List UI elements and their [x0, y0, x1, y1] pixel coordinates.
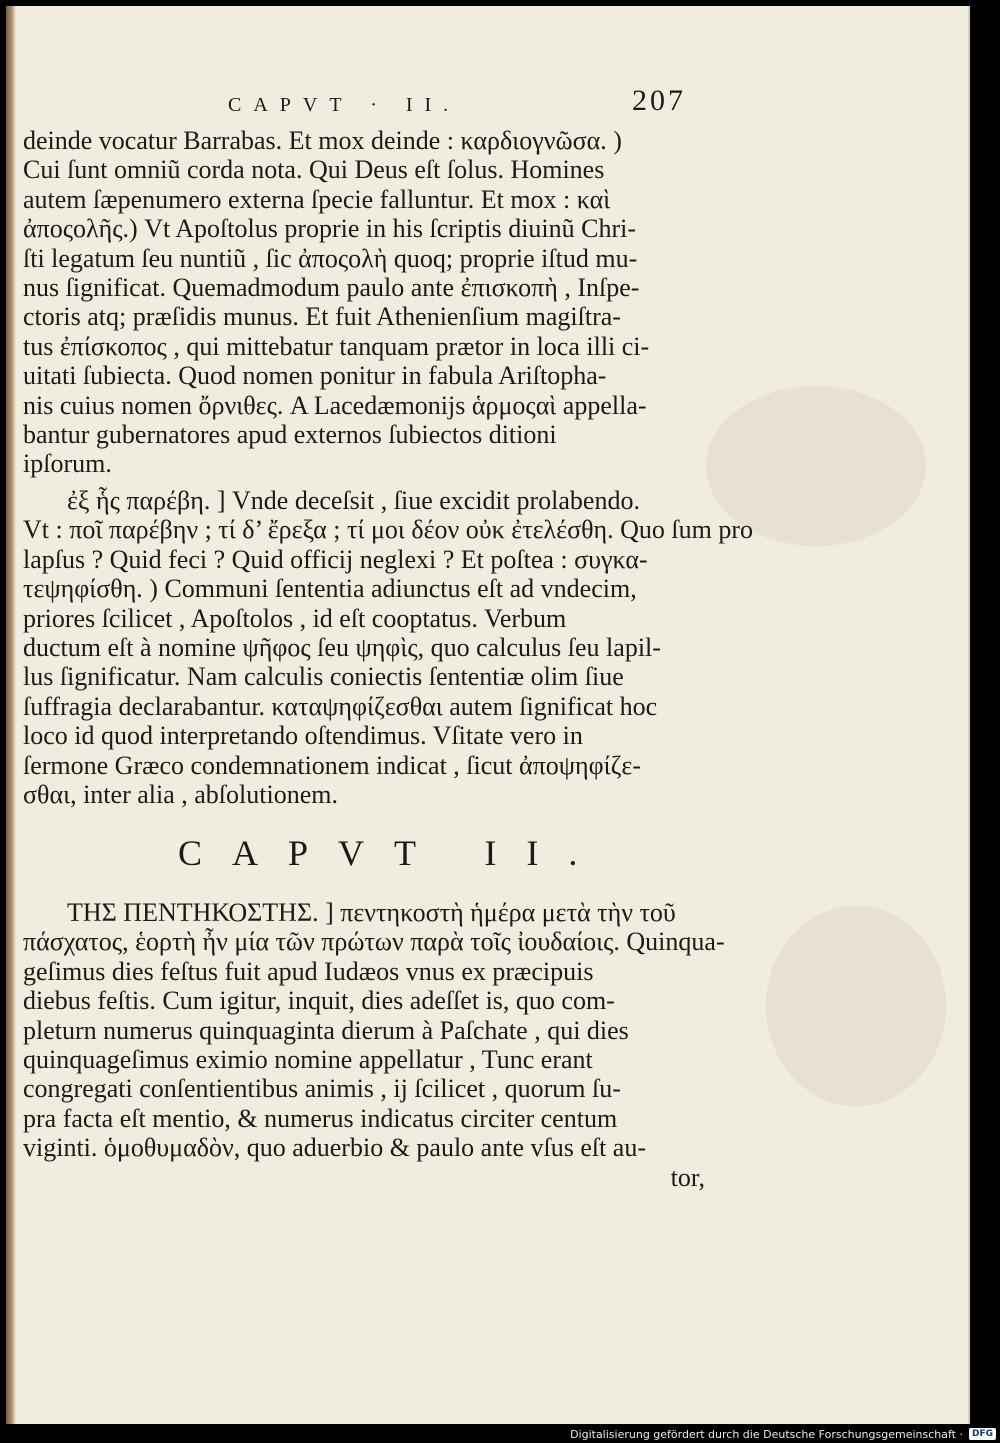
text-line: nus ſignificat. Quemadmodum paulo ante ἐπισκοπὴ , Inſpe-: [23, 273, 640, 303]
text-line: geſimus dies feſtus fuit apud Iudæos vnus ex præcipuis: [23, 956, 594, 986]
funding-credit: Digitalisierung gefördert durch die Deutsche Forschungsgemeinschaft ·: [570, 1427, 963, 1441]
book-page: [6, 6, 970, 1424]
text-line: ſuffragia declarabantur. καταψηφίζεσθαι autem ſignificat hoc: [23, 691, 658, 721]
paragraph-3: [23, 898, 725, 1192]
text-line: ΤΗΣ ΠΕΝΤΗΚΟΣΤΗΣ. ] πεντηκοστὴ ἡμέρα μετὰ τὴν τοῦ: [67, 898, 676, 927]
text-line: quinquageſimus eximio nomine appellatur , Tunc erant: [23, 1045, 593, 1075]
digitization-footer: [560, 1427, 996, 1441]
text-line: lus ſignificatur. Nam calculis coniectis ſententiæ olim ſiue: [23, 662, 624, 692]
text-line: lapſus ? Quid feci ? Quid officij neglexi ? Et poſtea : συγκα-: [23, 544, 648, 574]
text-line: Cui ſunt omniũ corda nota. Qui Deus eſt ſolus. Homines: [23, 155, 605, 185]
text-line: Vt : ποῖ παρέβην ; τί δ’ ἔρεξα ; τί μοι δέον οὐκ ἐτελέσθη. Quo ſum pro: [23, 515, 754, 545]
text-line: diebus feſtis. Cum igitur, inquit, dies adeſſet is, quo com-: [23, 986, 615, 1016]
text-line: deinde vocatur Barrabas. Et mox deinde : καρδιογνῶσα. ): [23, 126, 622, 155]
text-line: σθαι, inter alia , abſolutionem.: [23, 780, 338, 810]
text-line: congregati conſentientibus animis , ij ſcilicet , quorum ſu-: [23, 1074, 621, 1104]
text-line: autem ſæpenumero externa ſpecie falluntur. Et mox : καὶ: [23, 184, 611, 214]
text-line: nis cuius nomen ὄρνιθες. A Lacedæmonijs ἁρμοςαὶ appella-: [23, 390, 647, 420]
text-line: τεψηφίσθη. ) Communi ſententia adiunctus eſt ad vndecim,: [23, 574, 637, 604]
page-binding-edge: [6, 6, 16, 1424]
text-line: ἐξ ἧς παρέβη. ] Vnde deceſsit , ſiue excidit prolabendo.: [67, 486, 640, 515]
text-line: ctoris atq; præſidis munus. Et fuit Athenienſium magiſtra-: [23, 302, 621, 332]
text-line: πάσχατος, ἑορτὴ ἦν μία τῶν πρώτων παρὰ τοῖς ἰουδαίοις. Quinqua-: [23, 927, 725, 957]
paper-stain: [766, 906, 946, 1106]
text-line: ipſorum.: [23, 449, 112, 479]
text-line: ſti legatum ſeu nuntiũ , ſic ἀποςολὴ quoq; proprie iſtud mu-: [23, 243, 638, 273]
text-line: uitati ſubiecta. Quod nomen ponitur in fabula Ariſtopha-: [23, 361, 607, 391]
text-line: ſermone Græco condemnationem indicat , ſicut ἀποψηφίζε-: [23, 750, 641, 780]
text-line: ἀποςολῆς.) Vt Apoſtolus proprie in his ſcriptis diuinũ Chri-: [23, 214, 637, 244]
text-line: loco id quod interpretando oſtendimus. Vſitate vero in: [23, 721, 583, 751]
running-head: CAPVT · II.: [228, 94, 461, 116]
dfg-logo: DFG: [969, 1428, 996, 1440]
text-line: pra facta eſt mentio, & numerus indicatus circiter centum: [23, 1103, 618, 1133]
page-header: [6, 84, 968, 124]
text-line: viginti. ὁμοθυμαδὸν, quo aduerbio & paulo ante vſus eſt au-: [23, 1133, 647, 1163]
chapter-title: CAPVT II.: [178, 833, 608, 873]
text-line: tor,: [670, 1162, 705, 1192]
page-number: 207: [632, 84, 686, 117]
text-line: bantur gubernatores apud externos ſubiectos ditioni: [23, 420, 557, 450]
text-line: priores ſcilicet , Apoſtolos , id eſt cooptatus. Verbum: [23, 603, 567, 633]
paragraph-1: [23, 126, 705, 479]
text-line: ductum eſt à nomine ψῆφος ſeu ψηφὶς, quo calculus ſeu lapil-: [23, 633, 661, 663]
text-line: pleturn numerus quinquaginta dierum à Paſchate , qui dies: [23, 1015, 629, 1045]
paragraph-2: [23, 486, 754, 810]
text-line: tus ἐπίσκοπος , qui mittebatur tanquam prætor in loca illi ci-: [23, 331, 650, 361]
